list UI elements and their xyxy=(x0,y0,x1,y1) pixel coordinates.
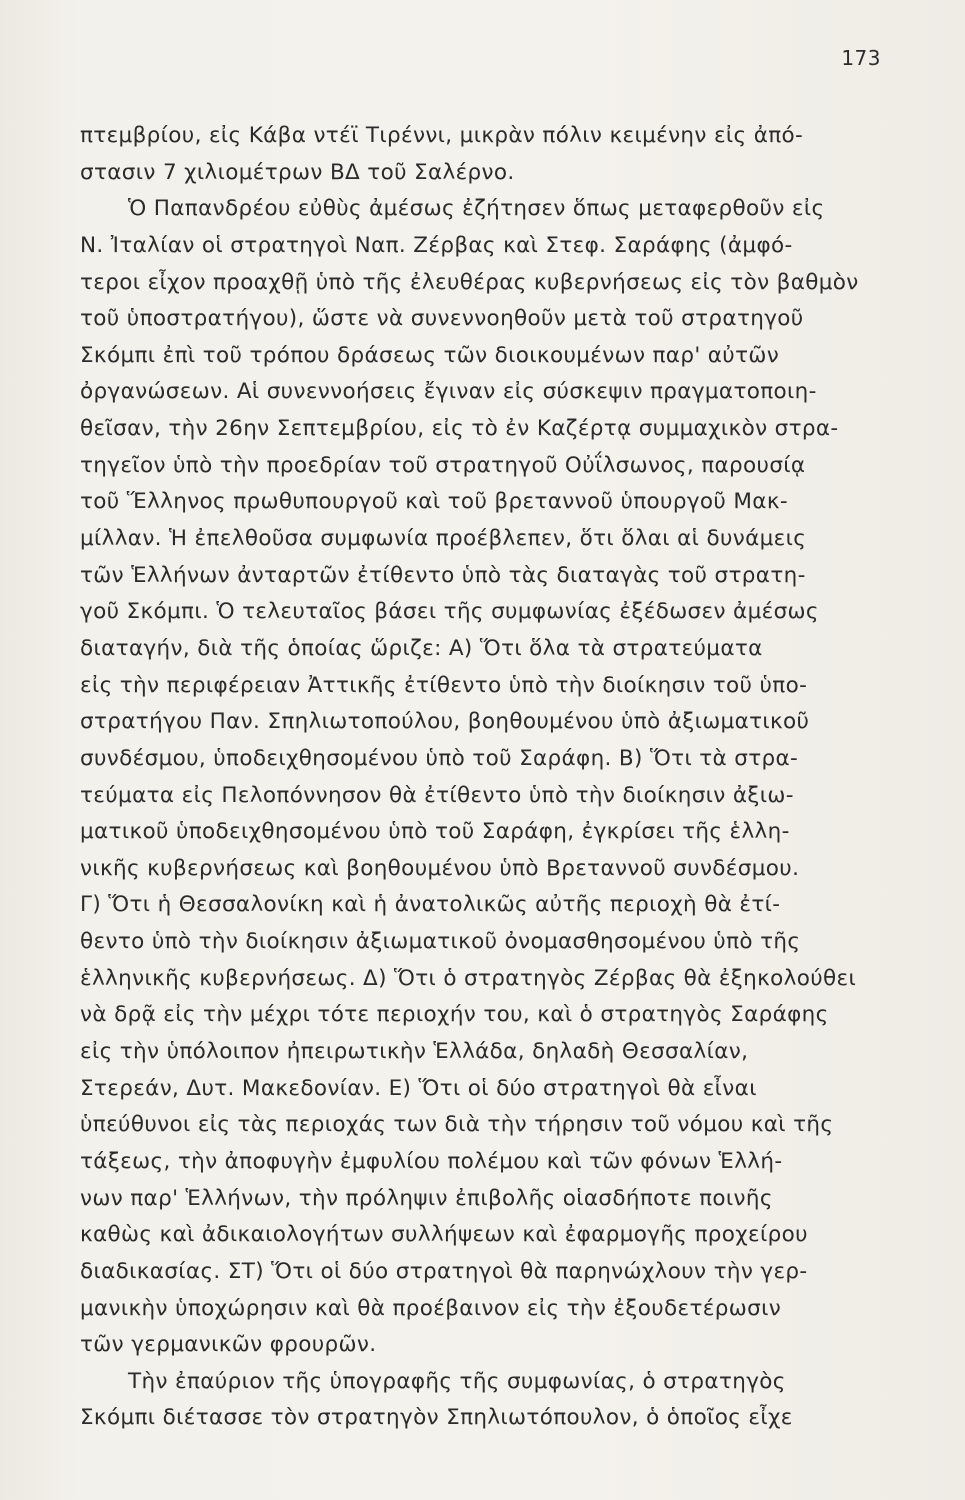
text-line: νων παρ' Ἑλλήνων, τὴν πρόληψιν ἐπιβολῆς οἱασδήποτε ποινῆς xyxy=(80,1185,773,1211)
text-line: μανικὴν ὑποχώρησιν καὶ θὰ προέβαινον εἰς τὴν ἐξουδετέρωσιν xyxy=(80,1295,782,1321)
body-text xyxy=(80,118,900,1437)
text-line: συνδέσμου, ὑποδειχθησομένου ὑπὸ τοῦ Σαράφη. Β) Ὅτι τὰ στρα- xyxy=(80,745,799,771)
text-line: Σκόμπι ἐπὶ τοῦ τρόπου δράσεως τῶν διοικουμένων παρ' αὐτῶν xyxy=(80,342,780,368)
text-line: ἑλληνικῆς κυβερνήσεως. Δ) Ὅτι ὁ στρατηγὸς Ζέρβας θὰ ἐξηκολούθει xyxy=(80,965,857,991)
text-line: γοῦ Σκόμπι. Ὁ τελευταῖος βάσει τῆς συμφωνίας ἐξέδωσεν ἀμέσως xyxy=(80,599,819,625)
text-line: στασιν 7 χιλιομέτρων ΒΔ τοῦ Σαλέρνο. xyxy=(80,159,515,185)
text-line: τεύματα εἰς Πελοπόννησον θὰ ἐτίθεντο ὑπὸ τὴν διοίκησιν ἀξιω- xyxy=(80,782,794,808)
text-line: ὑπεύθυνοι εἰς τὰς περιοχάς των διὰ τὴν τήρησιν τοῦ νόμου καὶ τῆς xyxy=(80,1112,834,1138)
text-line: διαδικασίας. ΣΤ) Ὅτι οἱ δύο στρατηγοὶ θὰ παρηνώχλουν τὴν γερ- xyxy=(80,1258,808,1284)
paragraph-start-line: Τὴν ἐπαύριον τῆς ὑπογραφῆς τῆς συμφωνίας, ὁ στρατηγὸς xyxy=(128,1368,786,1394)
text-line: τῶν γερμανικῶν φρουρῶν. xyxy=(80,1332,377,1358)
text-line: Στερεάν, Δυτ. Μακεδονίαν. Ε) Ὅτι οἱ δύο στρατηγοὶ θὰ εἶναι xyxy=(80,1075,757,1101)
text-line: τοῦ Ἕλληνος πρωθυπουργοῦ καὶ τοῦ βρεταννοῦ ὑπουργοῦ Μακ- xyxy=(80,489,788,515)
text-line: νὰ δρᾷ εἰς τὴν μέχρι τότε περιοχήν του, καὶ ὁ στρατηγὸς Σαράφης xyxy=(80,1002,829,1028)
text-line: καθὼς καὶ ἀδικαιολογήτων συλλήψεων καὶ ἐφαρμογῆς προχείρου xyxy=(80,1222,808,1248)
text-line: εἰς τὴν ὑπόλοιπον ἠπειρωτικὴν Ἑλλάδα, δηλαδὴ Θεσσαλίαν, xyxy=(80,1039,749,1065)
text-line: τῶν Ἑλλήνων ἀνταρτῶν ἐτίθεντο ὑπὸ τὰς διαταγὰς τοῦ στρατη- xyxy=(80,562,806,588)
text-line: τεροι εἶχον προαχθῇ ὑπὸ τῆς ἐλευθέρας κυβερνήσεως εἰς τὸν βαθμὸν xyxy=(80,269,859,295)
text-line: μίλλαν. Ἡ ἐπελθοῦσα συμφωνία προέβλεπεν, ὅτι ὅλαι αἱ δυνάμεις xyxy=(80,526,807,552)
text-line: διαταγήν, διὰ τῆς ὁποίας ὥριζε: Α) Ὅτι ὅλα τὰ στρατεύματα xyxy=(80,635,763,661)
text-line: πτεμβρίου, εἰς Κάβα ντέϊ Τιρέννι, μικρὰν πόλιν κειμένην εἰς ἀπό- xyxy=(80,123,804,148)
text-line: νικῆς κυβερνήσεως καὶ βοηθουμένου ὑπὸ Βρεταννοῦ συνδέσμου. xyxy=(80,855,800,881)
page-number: 173 xyxy=(841,46,881,70)
text-line: Σκόμπι διέτασσε τὸν στρατηγὸν Σπηλιωτόπουλον, ὁ ὁποῖος εἶχε xyxy=(80,1405,793,1431)
text-line: εἰς τὴν περιφέρειαν Ἀττικῆς ἐτίθεντο ὑπὸ τὴν διοίκησιν τοῦ ὑπο- xyxy=(80,672,808,698)
paragraph-start-line: Ὁ Παπανδρέου εὐθὺς ἀμέσως ἐζήτησεν ὅπως μεταφερθοῦν εἰς xyxy=(128,196,825,222)
text-line: Ν. Ἰταλίαν οἱ στρατηγοὶ Ναπ. Ζέρβας καὶ Στεφ. Σαράφης (ἀμφό- xyxy=(80,232,793,258)
text-line: τηγεῖον ὑπὸ τὴν προεδρίαν τοῦ στρατηγοῦ Οὐΐλσωνος, παρουσίᾳ xyxy=(80,452,806,478)
text-line: θεῖσαν, τὴν 26ην Σεπτεμβρίου, εἰς τὸ ἐν Καζέρτᾳ συμμαχικὸν στρα- xyxy=(80,416,839,442)
text-line: ματικοῦ ὑποδειχθησομένου ὑπὸ τοῦ Σαράφη, ἐγκρίσει τῆς ἑλλη- xyxy=(80,819,790,845)
text-line: στρατήγου Παν. Σπηλιωτοπούλου, βοηθουμένου ὑπὸ ἀξιωματικοῦ xyxy=(80,709,810,735)
text-line: τοῦ ὑποστρατήγου), ὥστε νὰ συνεννοηθοῦν μετὰ τοῦ στρατηγοῦ xyxy=(80,306,804,332)
text-line: ὀργανώσεων. Αἱ συνεννοήσεις ἔγιναν εἰς σύσκεψιν πραγματοποιη- xyxy=(80,379,817,405)
text-line: τάξεως, τὴν ἀποφυγὴν ἐμφυλίου πολέμου καὶ τῶν φόνων Ἑλλή- xyxy=(80,1148,783,1174)
text-line: Γ) Ὅτι ἡ Θεσσαλονίκη καὶ ἡ ἀνατολικῶς αὐτῆς περιοχὴ θὰ ἐτί- xyxy=(80,892,781,918)
text-line: θεντο ὑπὸ τὴν διοίκησιν ἀξιωματικοῦ ὀνομασθησομένου ὑπὸ τῆς xyxy=(80,929,801,955)
